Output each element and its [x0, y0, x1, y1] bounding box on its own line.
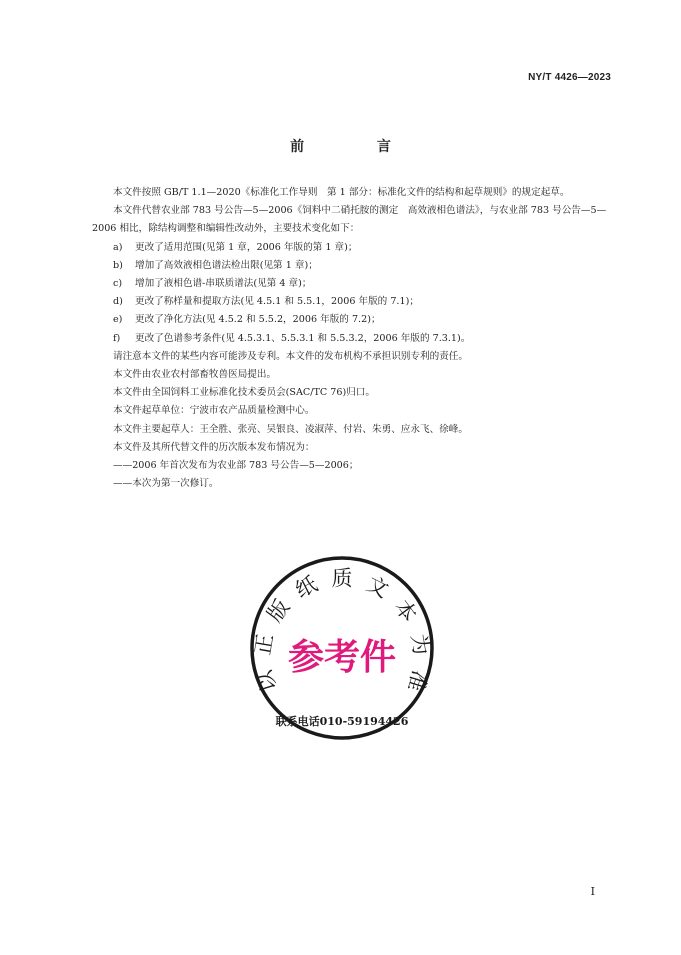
stamp-phone: 联系电话010-59194426: [275, 715, 409, 728]
paragraph-history-intro: 本文件及其所代替文件的历次版本发布情况为：: [113, 441, 315, 453]
paragraph-replacement: 本文件代替农业部 783 号公告—5—2006《饲料中二硝托胺的测定 高效液相色谱法》，与农业部 783 号公告—5—2006 相比，除结构调整和编辑性改动外，主要技术变化如下：: [92, 205, 607, 235]
list-item-text: 更改了色谱参考条件(见 4.5.3.1、5.5.3.1 和 5.5.3.2，2006 年版的 7.3.1)。: [135, 332, 471, 344]
paragraph-drafting-rule: 本文件按照 GB/T 1.1—2020《标准化工作导则 第 1 部分：标准化文件的结构和起草规则》的规定起草。: [113, 187, 570, 198]
list-item-text: 更改了适用范围(见第 1 章，2006 年版的第 1 章)；: [135, 241, 358, 253]
history-item: ——本次为第一次修订。: [113, 478, 219, 490]
stamp-arc-text: 以正版纸质文本为准: [250, 566, 434, 695]
reference-copy-stamp: [248, 554, 436, 742]
page-number: I: [590, 885, 595, 898]
paragraph-proposer: 本文件由农业农村部畜牧兽医局提出。: [113, 369, 277, 381]
list-item-text: 更改了称样量和提取方法(见 4.5.1 和 5.5.1，2006 年版的 7.1)；: [135, 296, 419, 308]
list-marker: e): [113, 314, 123, 326]
list-item: [92, 275, 622, 293]
list-marker: f): [113, 332, 121, 344]
list-item: [92, 239, 622, 257]
list-marker: c): [113, 278, 123, 290]
paragraph-committee: 本文件由全国饲料工业标准化技术委员会(SAC/TC 76)归口。: [113, 387, 376, 399]
paragraph-drafting-unit: 本文件起草单位：宁波市农产品质量检测中心。: [113, 405, 315, 417]
list-item: [92, 257, 622, 275]
list-item: [92, 311, 622, 329]
list-marker: b): [113, 259, 123, 271]
list-item: [92, 330, 622, 348]
stamp-center-text: 参考件: [287, 637, 397, 678]
list-item-text: 增加了液相色谱-串联质谱法(见第 4 章)；: [135, 278, 312, 290]
list-item: [92, 293, 622, 311]
list-item-text: 更改了净化方法(见 4.5.2 和 5.5.2，2006 年版的 7.2)；: [135, 314, 381, 326]
foreword-body: [92, 184, 622, 493]
list-marker: d): [113, 296, 123, 308]
list-marker: a): [113, 241, 123, 253]
document-code: NY/T 4426—2023: [528, 72, 611, 83]
history-item: ——2006 年首次发布为农业部 783 号公告—5—2006；: [113, 460, 359, 472]
paragraph-drafters: 本文件主要起草人：王全胜、张亮、吴银良、凌淑萍、付岩、朱勇、应永飞、徐峰。: [113, 423, 468, 435]
change-list: [92, 239, 622, 348]
list-item-text: 增加了高效液相色谱法检出限(见第 1 章)；: [135, 259, 318, 271]
paragraph-patent-note: 请注意本文件的某些内容可能涉及专利。本文件的发布机构不承担识别专利的责任。: [113, 350, 468, 362]
page-title: 前 言: [290, 139, 425, 155]
